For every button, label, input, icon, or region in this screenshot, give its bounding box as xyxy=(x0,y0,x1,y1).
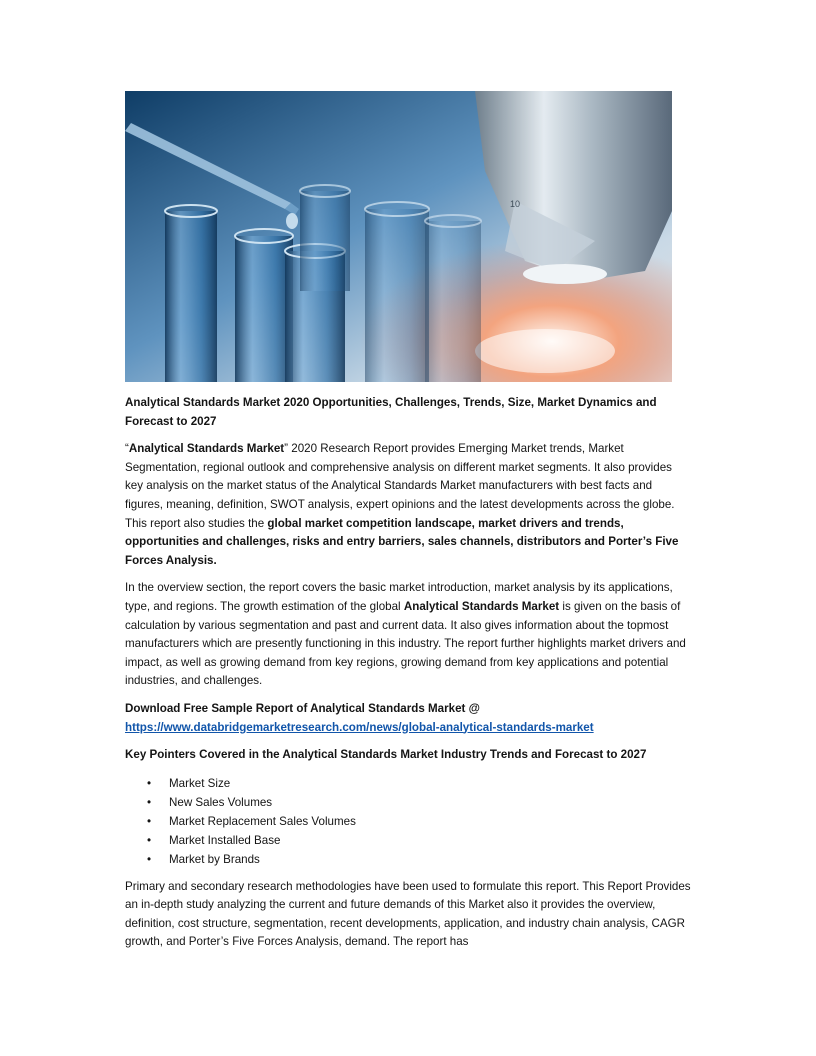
list-item xyxy=(125,831,691,850)
open-quote: “ xyxy=(125,442,129,456)
bullet-icon: • xyxy=(147,814,152,828)
intro-paragraph xyxy=(125,440,691,570)
list-item-label: Market by Brands xyxy=(169,852,260,866)
list-item xyxy=(125,774,691,793)
bullet-icon: • xyxy=(147,776,152,790)
overview-text-1: In the overview section, the report covers the basic market introduction, market analysis by its applications, type, and regions. The growth estimation of the global xyxy=(125,581,673,613)
list-item-label: Market Size xyxy=(169,776,231,790)
download-link[interactable]: https://www.databridgemarketresearch.com/news/global-analytical-standards-market xyxy=(125,720,594,734)
bullet-icon: • xyxy=(147,852,152,866)
list-item xyxy=(125,793,691,812)
list-item-label: Market Replacement Sales Volumes xyxy=(169,814,356,828)
download-label: Download Free Sample Report of Analytical Standards Market @ xyxy=(125,701,480,715)
key-pointers-heading xyxy=(125,746,691,765)
hero-image-lab-glassware xyxy=(125,91,672,382)
bullet-icon: • xyxy=(147,795,152,809)
intro-text: 2020 Research Report provides Emerging Market trends, Market Segmentation, regional outlook and comprehensive analysis on different market segments. It also provides key analysis on the market status of the Analytical Standards Market manufacturers with best facts and figures, meaning, definition, SWOT analysis, expert opinions and the latest developments across the globe. This report also studies the xyxy=(125,442,675,530)
intro-market-name: Analytical Standards Market xyxy=(128,442,285,456)
article-body xyxy=(125,394,691,952)
list-item-label: New Sales Volumes xyxy=(169,795,273,809)
overview-bold-text: Analytical Standards Market xyxy=(403,599,560,613)
bullet-icon: • xyxy=(147,833,152,847)
close-quote: ” xyxy=(284,442,289,456)
key-pointers-list xyxy=(125,774,691,869)
list-item-label: Market Installed Base xyxy=(169,833,281,847)
list-item xyxy=(125,850,691,869)
document-page xyxy=(125,91,691,961)
list-item xyxy=(125,812,691,831)
intro-bold-text: global market competition landscape, market drivers and trends, opportunities and challenges, risks and entry barriers, sales channels, distributors and Porter’s Five Forces Analysis. xyxy=(125,516,679,567)
overview-paragraph xyxy=(125,579,691,691)
key-pointers-heading-text: Key Pointers Covered in the Analytical Standards Market Industry Trends and Forecast to 2027 xyxy=(125,748,647,762)
article-title: Analytical Standards Market 2020 Opportunities, Challenges, Trends, Size, Market Dynamics and Forecast to 2027 xyxy=(125,396,657,428)
research-paragraph: Primary and secondary research methodologies have been used to formulate this report. This Report Provides an in-depth study analyzing the current and future demands of this Market also it provides the overview, definition, cost structure, segmentation, recent developments, application, and industry chain analysis, CAGR growth, and Porter’s Five Forces Analysis, demand. The report has xyxy=(125,879,691,949)
lens-mark: 10 xyxy=(510,199,521,209)
overview-text-2: is given on the basis of calculation by various segmentation and past and current data. It also gives information about the topmost manufacturers which are presently functioning in this industry. The report further highlights market drivers and impact, as well as growing demand from key regions, growing demand from key applications and potential industries, and challenges. xyxy=(125,599,686,688)
download-paragraph xyxy=(125,700,691,737)
